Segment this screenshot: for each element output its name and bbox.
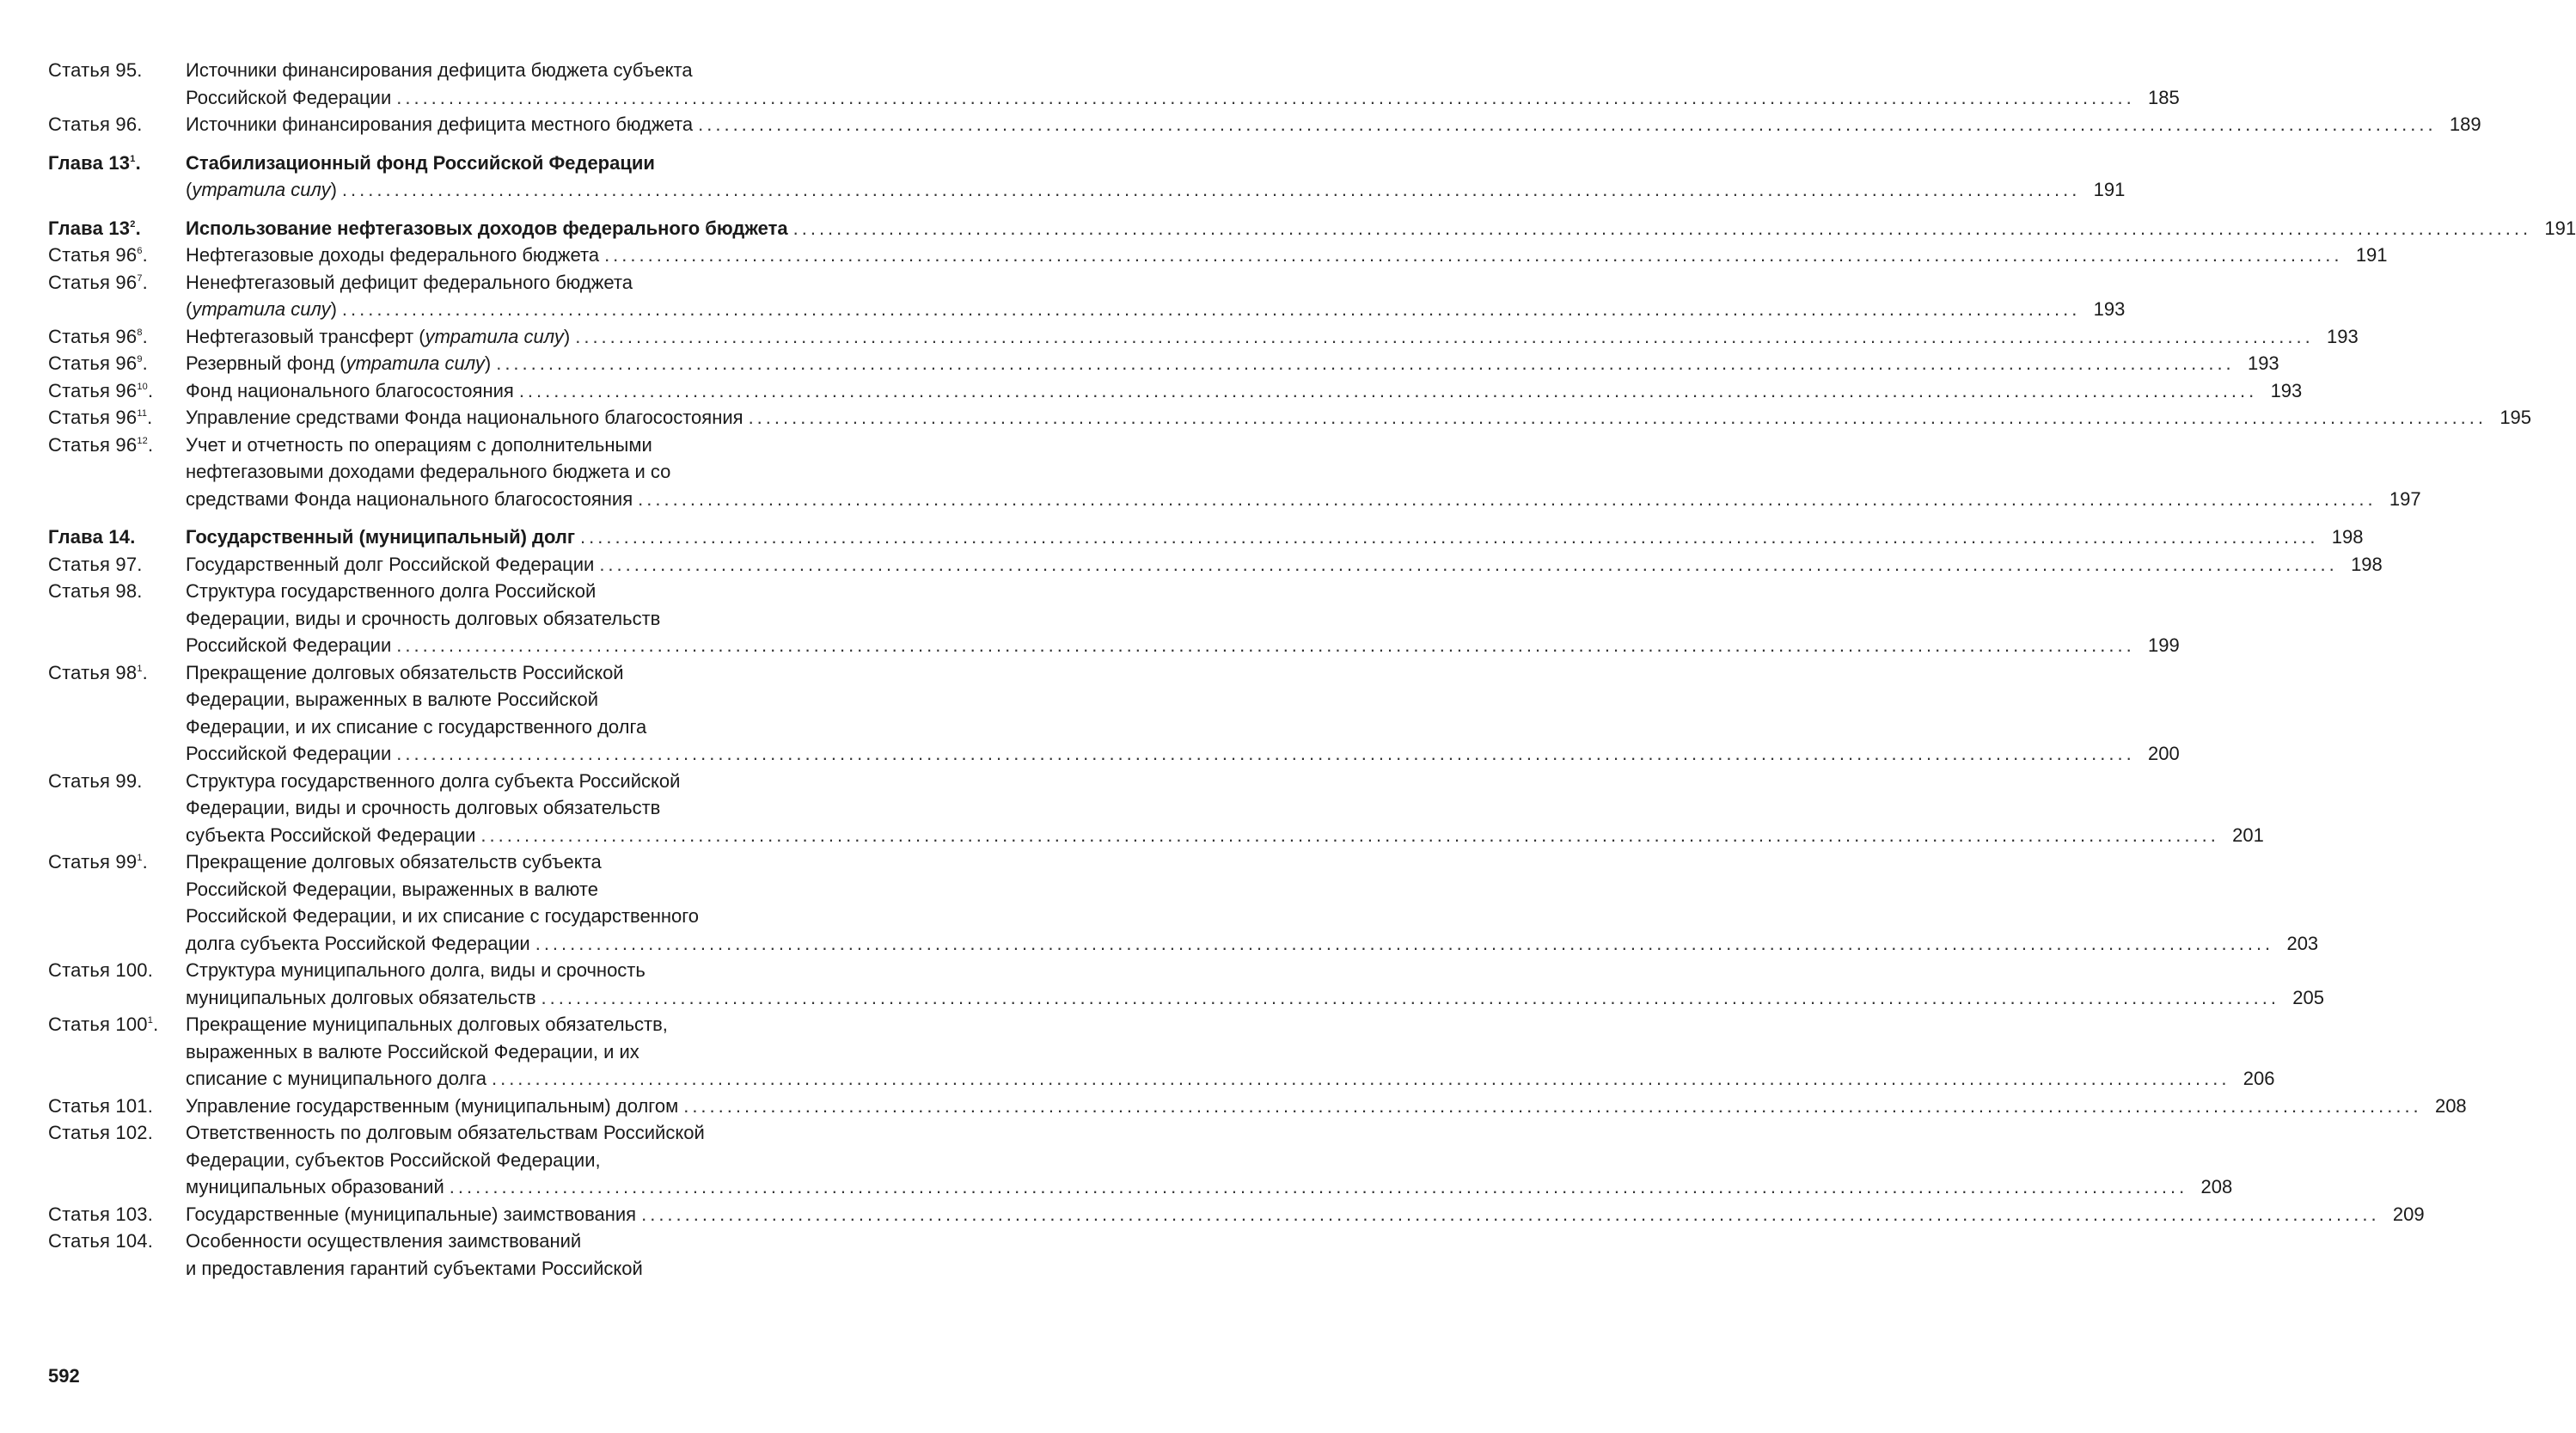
page-number: 198 <box>2351 553 2383 575</box>
toc-entry-article-101 <box>48 1093 2467 1120</box>
page-number: 209 <box>2392 1203 2425 1225</box>
dot-leader <box>535 930 2273 958</box>
dot-leader <box>342 296 2080 323</box>
entry-label: Статья $99^1$. <box>48 851 148 873</box>
entry-label: Статья $96^{12}$. <box>48 433 154 456</box>
entry-title-line: нефтегазовыми доходами федерального бюджета и со <box>186 461 671 482</box>
dot-leader <box>492 1065 2230 1093</box>
toc-entry-article-97 <box>48 551 2383 579</box>
dot-leader <box>519 377 2257 405</box>
toc-entry-article-99 <box>48 768 2264 849</box>
toc-entry-article-96-6 <box>48 242 2388 269</box>
entry-title-line: выраженных в валюте Российской Федерации, и их <box>186 1040 639 1063</box>
dot-leader <box>542 984 2279 1012</box>
entry-title-line: Структура муниципального долга, виды и срочность <box>186 959 646 981</box>
toc-entry-article-100 <box>48 957 2325 1011</box>
chapter-label: Глава $13^1$. <box>48 151 141 174</box>
entry-title-line: Источники финансирования дефицита местного бюджета <box>186 113 694 135</box>
toc-entry-article-96-8 <box>48 323 2359 351</box>
entry-title-line: муниципальных образований <box>186 1176 444 1197</box>
page-number: 208 <box>2434 1094 2467 1117</box>
entry-label: Статья 95. <box>48 59 143 81</box>
toc-entry-article-98-1 <box>48 659 2180 768</box>
page-number: 193 <box>2093 298 2126 320</box>
entry-title-line: Российской Федерации <box>186 634 392 656</box>
page-number: 185 <box>2147 86 2180 108</box>
entry-title-line: Ответственность по долговым обязательствам Российской <box>186 1122 705 1143</box>
dot-leader <box>793 215 2531 242</box>
entry-label: Статья 100. <box>48 959 154 981</box>
entry-title-line: Фонд национального благосостояния <box>186 379 514 401</box>
dot-leader <box>580 524 2318 551</box>
page-number: 193 <box>2326 325 2359 347</box>
page-number: 198 <box>2331 526 2364 548</box>
dot-leader <box>638 486 2376 513</box>
entry-label: Статья $96^{10}$. <box>48 379 154 401</box>
entry-label: Статья 101. <box>48 1094 154 1117</box>
entry-label: Статья 97. <box>48 553 143 575</box>
entry-label: Статья $96^8$. <box>48 325 148 347</box>
page-number: 189 <box>2449 113 2481 135</box>
toc-entry-article-103 <box>48 1201 2425 1228</box>
entry-title-line: Государственные (муниципальные) заимствования <box>186 1203 637 1225</box>
dot-leader <box>396 632 2134 659</box>
toc-entry-article-96-12 <box>48 432 2421 513</box>
page-number: 203 <box>2286 932 2319 954</box>
page-number: 195 <box>2500 407 2532 428</box>
page-number: 191 <box>2544 217 2576 239</box>
toc-entry-article-96-10 <box>48 377 2303 405</box>
toc-entry-article-96-7 <box>48 269 2126 323</box>
entry-title-line: Источники финансирования дефицита бюджета субъекта <box>186 59 693 81</box>
entry-title-line: Резервный фонд (утратила силу) <box>186 352 492 374</box>
page-number: 205 <box>2292 986 2325 1008</box>
dot-leader <box>683 1093 2421 1120</box>
entry-title-line: Управление средствами Фонда национального благосостояния <box>186 407 743 428</box>
toc-entry-article-99-1 <box>48 848 2319 957</box>
dot-leader <box>749 404 2487 432</box>
entry-label: Статья $96^6$. <box>48 244 148 266</box>
entry-label: Статья $96^7$. <box>48 271 148 293</box>
chapter-label: Глава 14. <box>48 526 136 548</box>
dot-leader <box>604 242 2342 269</box>
toc-chapter-13-2 <box>48 215 2576 242</box>
entry-label: Статья $96^9$. <box>48 352 148 374</box>
dot-leader <box>599 551 2337 579</box>
entry-label: Статья 98. <box>48 580 143 602</box>
entry-title-line: Государственный долг Российской Федерации <box>186 553 595 575</box>
page-folio-number: 592 <box>48 1365 80 1387</box>
table-of-contents <box>48 57 2576 1282</box>
entry-title-line: списание с муниципального долга <box>186 1068 486 1089</box>
entry-title-line: долга субъекта Российской Федерации <box>186 932 530 954</box>
entry-title-line: Нефтегазовый трансферт (утратила силу) <box>186 325 571 347</box>
entry-label: Статья 104. <box>48 1230 154 1252</box>
chapter-title: Использование нефтегазовых доходов федерального бюджета <box>186 217 788 239</box>
page-number: 200 <box>2147 743 2180 764</box>
entry-title-line: Российской Федерации, и их списание с государственного <box>186 905 700 927</box>
page-number: 206 <box>2243 1068 2275 1089</box>
toc-entry-article-96-9 <box>48 350 2279 377</box>
toc-entry-article-98 <box>48 578 2180 659</box>
entry-title-line: Особенности осуществления заимствований <box>186 1230 582 1252</box>
page-number: 201 <box>2232 824 2264 846</box>
entry-title-line: и предоставления гарантий субъектами Российской <box>186 1257 643 1279</box>
entry-title-line: Федерации, и их списание с государственного долга <box>186 715 647 738</box>
entry-title-line: Учет и отчетность по операциям с дополнительными <box>186 433 652 456</box>
dot-leader <box>698 111 2436 138</box>
entry-title-line: Федерации, выраженных в валюте Российской <box>186 689 598 710</box>
toc-entry-article-96 <box>48 111 2481 138</box>
dot-leader <box>496 350 2234 377</box>
entry-title-line: Прекращение долговых обязательств субъекта <box>186 851 602 873</box>
toc-entry-article-96-11 <box>48 404 2532 432</box>
toc-entry-article-102 <box>48 1119 2233 1201</box>
entry-label: Статья 99. <box>48 769 143 792</box>
entry-title-line: Российской Федерации <box>186 86 392 108</box>
page-number: 199 <box>2147 634 2180 656</box>
toc-entry-article-104 <box>48 1228 832 1282</box>
dot-leader <box>641 1201 2379 1228</box>
toc-entry-article-100-1 <box>48 1011 2275 1093</box>
dot-leader <box>396 84 2134 112</box>
entry-title-line: Нефтегазовые доходы федерального бюджета <box>186 244 600 266</box>
dot-leader <box>450 1173 2187 1201</box>
entry-title-line: Федерации, виды и срочность долговых обязательств <box>186 607 661 629</box>
toc-chapter-14 <box>48 524 2364 551</box>
page-number: 191 <box>2355 244 2388 266</box>
chapter-title: Стабилизационный фонд Российской Федерации <box>186 151 655 174</box>
entry-label: Статья 96. <box>48 113 143 135</box>
dot-leader <box>396 740 2134 768</box>
page-number: 193 <box>2270 379 2303 401</box>
entry-title-line: Структура государственного долга субъекта Российской <box>186 769 681 792</box>
entry-title-line: субъекта Российской Федерации <box>186 824 476 846</box>
dot-leader <box>342 176 2080 204</box>
entry-title-line: (утратила силу) <box>186 179 337 200</box>
entry-title-line: Ненефтегазовый дефицит федерального бюджета <box>186 271 633 293</box>
dot-leader <box>575 323 2313 351</box>
entry-label: Статья $100^1$. <box>48 1014 159 1035</box>
page-number: 208 <box>2200 1176 2233 1197</box>
dot-leader <box>480 822 2218 849</box>
page-number: 193 <box>2247 352 2279 374</box>
entry-title-line: средствами Фонда национального благосостояния <box>186 487 633 510</box>
entry-title-line: Федерации, виды и срочность долговых обязательств <box>186 797 661 818</box>
entry-label: Статья $96^{11}$. <box>48 407 153 428</box>
entry-label: Статья $98^1$. <box>48 661 148 683</box>
entry-label: Статья 103. <box>48 1203 154 1225</box>
entry-title-line: Федерации, субъектов Российской Федерации, <box>186 1148 601 1171</box>
chapter-title: Государственный (муниципальный) долг <box>186 526 576 548</box>
entry-title-line: Прекращение долговых обязательств Российской <box>186 661 624 683</box>
entry-title-line: Управление государственным (муниципальным) долгом <box>186 1094 679 1117</box>
entry-title-line: Структура государственного долга Российской <box>186 580 597 602</box>
chapter-label: Глава $13^2$. <box>48 217 141 239</box>
entry-title-line: Прекращение муниципальных долговых обязательств, <box>186 1014 668 1035</box>
page-number: 191 <box>2093 179 2126 200</box>
page-number: 197 <box>2389 487 2421 510</box>
toc-chapter-13-1 <box>48 150 2126 204</box>
entry-title-line: Российской Федерации <box>186 743 392 764</box>
entry-title-line: (утратила силу) <box>186 298 337 320</box>
entry-title-line: муниципальных долговых обязательств <box>186 986 536 1008</box>
entry-label: Статья 102. <box>48 1122 154 1143</box>
entry-title-line: Российской Федерации, выраженных в валюте <box>186 878 598 900</box>
toc-entry-article-95 <box>48 57 2180 111</box>
